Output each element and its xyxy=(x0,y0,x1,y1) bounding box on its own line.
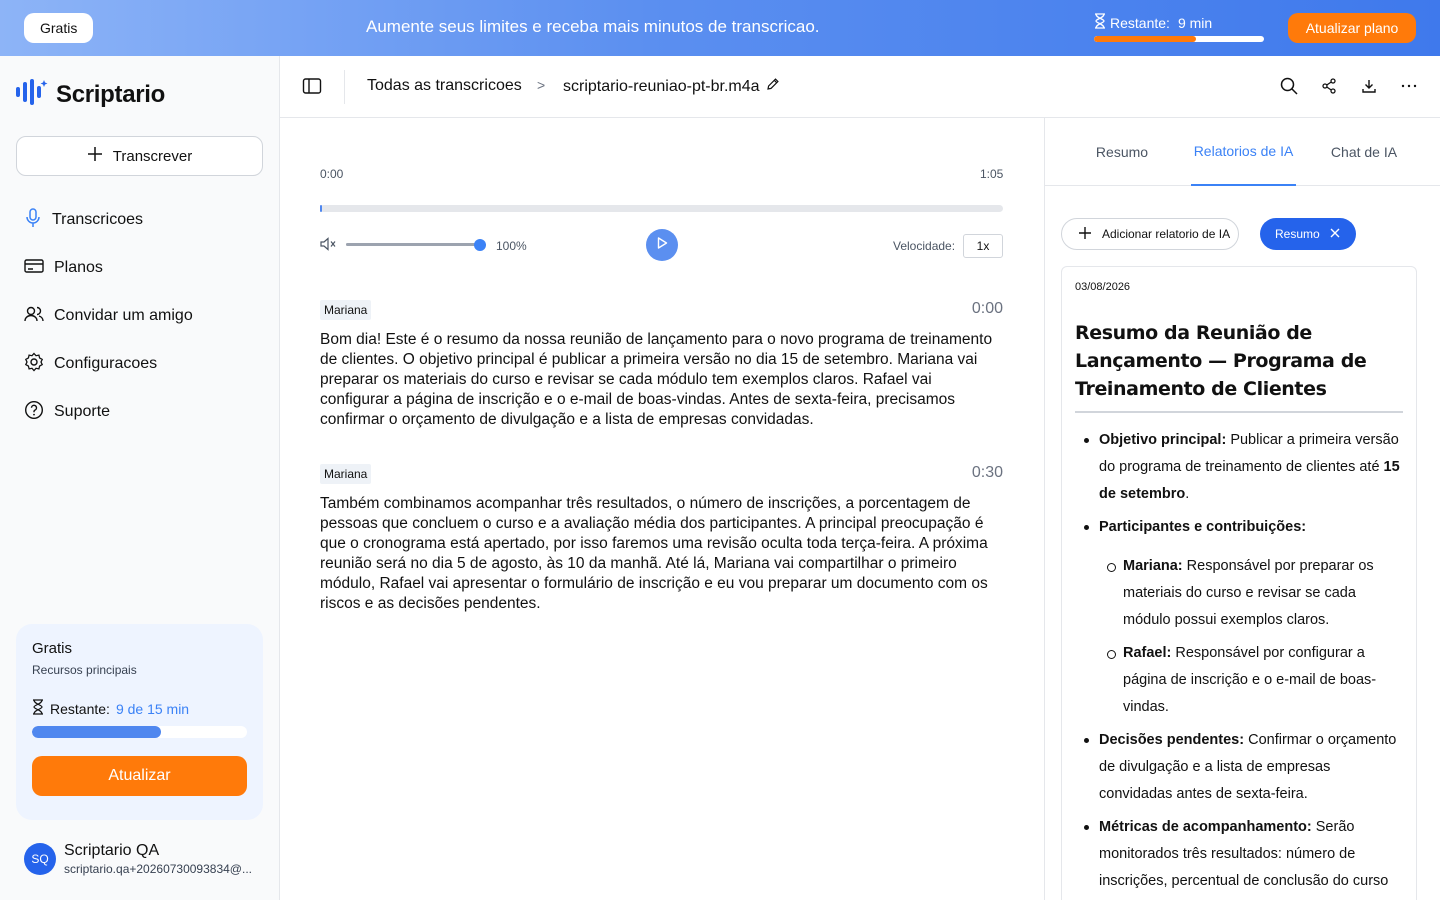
microphone-icon xyxy=(24,208,42,233)
plus-icon xyxy=(87,146,103,166)
list-item xyxy=(1099,553,1403,634)
plan-progress-fill xyxy=(32,726,161,738)
upgrade-plan-button[interactable]: Atualizar plano xyxy=(1288,13,1416,43)
seek-bar[interactable] xyxy=(320,205,1003,212)
users-icon xyxy=(24,305,44,328)
segment-timestamp[interactable]: 0:30 xyxy=(971,464,1003,481)
plan-progress-bar xyxy=(32,726,247,738)
transcript-segment xyxy=(320,464,1003,614)
plus-icon xyxy=(1078,226,1092,243)
list-item xyxy=(1075,514,1403,721)
seek-bar-fill xyxy=(320,205,322,212)
ai-panel xyxy=(1044,118,1440,900)
upgrade-banner xyxy=(0,0,1440,56)
plan-card-remaining xyxy=(32,699,247,718)
list-item xyxy=(1075,727,1403,808)
header-divider xyxy=(344,70,345,104)
bullet-key: Mariana: xyxy=(1123,558,1183,574)
bullet-text: Serão monitorados três resultados: número de inscrições, percentual de conclusão do curso xyxy=(1099,819,1389,889)
transcript-main xyxy=(280,118,1044,900)
edit-pencil-icon[interactable] xyxy=(766,77,780,96)
remaining-minutes xyxy=(1094,13,1212,32)
gear-icon xyxy=(24,352,44,377)
remaining-value: 9 de 15 min xyxy=(115,700,190,717)
add-ai-report-button[interactable] xyxy=(1061,218,1239,250)
sidebar-item-convidar[interactable] xyxy=(16,292,264,340)
sidebar-item-label: Planos xyxy=(54,259,103,276)
speaker-label[interactable]: Mariana xyxy=(320,300,371,320)
avatar: SQ xyxy=(24,843,56,875)
app-logo[interactable] xyxy=(16,78,165,111)
volume-slider-handle[interactable] xyxy=(474,239,486,251)
plan-badge: Gratis xyxy=(24,13,93,43)
breadcrumb-all-transcriptions[interactable]: Todas as transcricoes xyxy=(367,77,522,94)
bullet-key: Participantes e contribuições: xyxy=(1099,519,1307,535)
sidebar-item-transcricoes[interactable] xyxy=(16,196,264,244)
user-name: Scriptario QA xyxy=(64,842,160,859)
waveform-logo-icon xyxy=(16,78,48,111)
sidebar-item-suporte[interactable] xyxy=(16,388,264,436)
bullet-bold: 15 de setembro xyxy=(1099,459,1400,502)
sidebar-item-label: Transcricoes xyxy=(52,211,143,228)
bullet-text: Responsável por configurar a página de inscrição e o e-mail de boas-vindas. xyxy=(1123,645,1377,715)
logo-text: Scriptario xyxy=(56,80,166,108)
report-title: Resumo da Reunião de Lançamento — Programa de Treinamento de Clientes xyxy=(1075,319,1403,413)
bullet-key: Métricas de acompanhamento: xyxy=(1099,819,1312,835)
hourglass-icon xyxy=(1094,13,1106,32)
segment-timestamp[interactable]: 0:00 xyxy=(971,300,1003,317)
tab-relatorios-ia[interactable]: Relatorios de IA xyxy=(1191,118,1296,186)
sidebar-item-planos[interactable] xyxy=(16,244,264,292)
tab-chat-ia[interactable]: Chat de IA xyxy=(1330,144,1398,160)
volume-slider[interactable] xyxy=(346,243,480,246)
segment-text: Também combinamos acompanhar três resultados, o número de inscrições, a porcentagem de pessoas que concluem o curso e a avaliação média dos participantes. A principal preocupação é que o cronograma está apertado, por isso faremos uma revisão oculta toda terça-feira. A próxima reunião será no dia 5 de agosto, às 10 da manhã. Até lá, Mariana vai compartilhar o primeiro módulo, Rafael vai apresentar o formulário de inscrição e eu vou preparar um documento com os riscos e as decisões pendentes. xyxy=(320,495,988,612)
bullet-text: Responsável por preparar os materiais do curso e revisar se cada módulo possui exemplos claros. xyxy=(1123,558,1374,628)
bullet-key: Objetivo principal: xyxy=(1099,432,1227,448)
speed-label: Velocidade: xyxy=(893,239,956,253)
speaker-label[interactable]: Mariana xyxy=(320,464,371,484)
transcript-segment xyxy=(320,300,1003,430)
card-icon xyxy=(24,258,44,279)
segment-text: Bom dia! Este é o resumo da nossa reunião de lançamento para o novo programa de treinamento de clientes. O objetivo principal é publicar a primeira versão no dia 15 de setembro. Mariana vai preparar os materiais do curso e revisar se cada módulo tem exemplos claros. Rafael vai configurar a página de inscrição e o e-mail de boas-vindas. Antes de sexta-feira, precisamos confirmar o orçamento de divulgação e a lista de empresas convidadas. xyxy=(320,331,993,428)
breadcrumb-file xyxy=(563,77,780,96)
download-icon[interactable] xyxy=(1360,76,1378,96)
volume-percent: 100% xyxy=(496,239,527,253)
user-profile[interactable] xyxy=(24,842,252,876)
list-item xyxy=(1075,814,1403,895)
bullet-text: Confirmar o orçamento de divulgação e a lista de empresas convidadas antes de sexta-feira. xyxy=(1099,732,1397,802)
list-item xyxy=(1099,640,1403,721)
transcribe-button[interactable] xyxy=(16,136,263,176)
tab-resumo[interactable]: Resumo xyxy=(1095,144,1149,160)
file-name: scriptario-reuniao-pt-br.m4a xyxy=(563,77,760,95)
sidebar xyxy=(0,56,280,900)
sidebar-item-label: Configuracoes xyxy=(54,355,158,372)
volume-slider-fill xyxy=(346,243,480,246)
sidebar-item-label: Suporte xyxy=(54,403,111,420)
remaining-value: 9 min xyxy=(1177,14,1213,31)
header-actions xyxy=(1280,76,1418,96)
report-chip-resumo[interactable] xyxy=(1260,218,1356,250)
bullet-text: Publicar a primeira versão do programa de treinamento de clientes até xyxy=(1099,432,1399,475)
sidebar-toggle-icon[interactable] xyxy=(302,77,322,100)
player-current-time: 0:00 xyxy=(320,167,344,181)
ai-report-card xyxy=(1061,266,1417,900)
remaining-progress-fill xyxy=(1094,36,1196,42)
volume-icon[interactable] xyxy=(320,237,336,256)
close-icon[interactable] xyxy=(1330,227,1340,241)
chip-label: Resumo xyxy=(1275,227,1320,241)
share-icon[interactable] xyxy=(1320,76,1338,96)
remaining-label: Restante: xyxy=(50,700,110,717)
user-email: scriptario.qa+20260730093834@... xyxy=(64,862,252,876)
remaining-label: Restante: xyxy=(1110,14,1170,31)
report-bullets xyxy=(1075,427,1403,895)
report-sub-bullets xyxy=(1099,553,1403,721)
list-item xyxy=(1075,427,1403,508)
panel-tabs xyxy=(1045,118,1440,186)
sidebar-nav xyxy=(16,196,264,436)
promo-text: Aumente seus limites e receba mais minutos de transcricao. xyxy=(366,17,820,36)
transcribe-label: Transcrever xyxy=(112,147,193,165)
speed-select[interactable]: 1x xyxy=(963,234,1003,258)
play-icon xyxy=(655,236,669,255)
plan-card-title: Gratis xyxy=(32,640,73,657)
main-header xyxy=(280,56,1440,118)
breadcrumb-separator: > xyxy=(537,77,546,93)
more-options-icon[interactable] xyxy=(1400,76,1418,96)
play-button[interactable] xyxy=(646,229,678,261)
upgrade-button[interactable]: Atualizar xyxy=(32,756,247,796)
sidebar-item-label: Convidar um amigo xyxy=(54,307,193,324)
player-duration: 1:05 xyxy=(980,167,1004,181)
remaining-progress-bar xyxy=(1094,36,1264,42)
help-icon xyxy=(24,400,44,425)
bullet-key: Decisões pendentes: xyxy=(1099,732,1245,748)
add-report-label: Adicionar relatorio de IA xyxy=(1102,227,1231,241)
search-icon[interactable] xyxy=(1280,76,1298,96)
bullet-end: . xyxy=(1185,486,1190,502)
plan-card xyxy=(16,624,263,820)
report-date: 03/08/2026 xyxy=(1075,281,1131,293)
sidebar-item-configuracoes[interactable] xyxy=(16,340,264,388)
hourglass-icon xyxy=(32,699,44,718)
bullet-key: Rafael: xyxy=(1123,645,1172,661)
plan-card-subtitle: Recursos principais xyxy=(32,663,137,677)
